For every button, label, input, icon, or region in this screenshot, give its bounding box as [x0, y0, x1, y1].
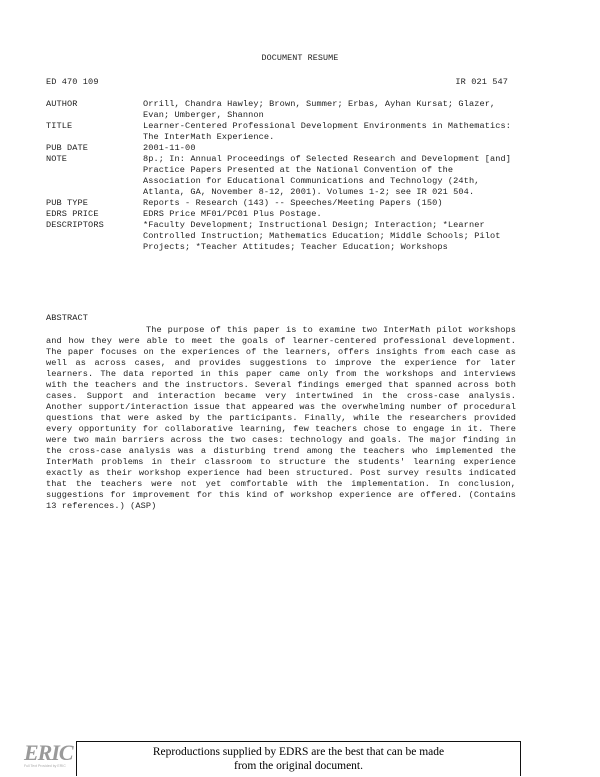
eric-logo-tagline: Full Text Provided by ERIC	[24, 764, 66, 768]
author-row	[46, 99, 516, 121]
field-label-note: NOTE	[46, 154, 68, 164]
field-label-title: TITLE	[46, 121, 73, 131]
field-label-edrs-price: EDRS PRICE	[46, 209, 99, 219]
document-title: DOCUMENT RESUME	[261, 53, 339, 63]
field-label-descriptors: DESCRIPTORS	[46, 220, 104, 230]
pub-type-row	[46, 198, 516, 209]
reproduction-line-2: from the original document.	[233, 760, 364, 772]
eric-logo-text: ERIC	[24, 740, 73, 765]
edrs-price-row	[46, 209, 516, 220]
note-row	[46, 154, 516, 198]
abstract-heading: ABSTRACT	[46, 313, 89, 323]
field-value-pub-date: 2001-11-00	[143, 143, 196, 153]
title-row	[46, 121, 516, 143]
field-label-author: AUTHOR	[46, 99, 78, 109]
field-value-edrs-price: EDRS Price MF01/PC01 Plus Postage.	[143, 209, 322, 219]
ed-number: ED 470 109	[46, 77, 99, 87]
field-value-pub-type: Reports - Research (143) -- Speeches/Meeting Papers (150)	[143, 198, 443, 208]
field-value-author: Orrill, Chandra Hawley; Brown, Summer; Erbas, Ayhan Kursat; Glazer, Evan; Umberger, Shannon	[143, 99, 501, 120]
pub-date-row	[46, 143, 516, 154]
ir-number: IR 021 547	[455, 77, 508, 87]
reproduction-notice	[76, 741, 521, 776]
field-value-descriptors: *Faculty Development; Instructional Design; Interaction; *Learner Controlled Instruction; Mathematics Education; Middle Schools; Pilot Projects; *Teacher Attitudes; Teacher Education; Workshops	[143, 220, 506, 252]
field-value-title: Learner-Centered Professional Development Environments in Mathematics: The InterMath Experience.	[143, 121, 517, 142]
descriptors-row	[46, 220, 516, 253]
eric-logo	[24, 742, 72, 772]
field-label-pub-date: PUB DATE	[46, 143, 89, 153]
metadata-fields	[46, 99, 516, 253]
field-value-note: 8p.; In: Annual Proceedings of Selected Research and Development [and] Practice Papers Presented at the National Convention of the Association for Educational Communications and Technology (24th, Atlanta, GA, November 8-12, 2001). Volumes 1-2; see IR 021 504.	[143, 154, 517, 197]
reproduction-line-1: Reproductions supplied by EDRS are the best that can be made	[152, 746, 445, 758]
field-label-pub-type: PUB TYPE	[46, 198, 89, 208]
abstract-text: The purpose of this paper is to examine two InterMath pilot workshops and how they were able to meet the goals of learner-centered professional development. The paper focuses on the experiences of the learners, offers insights from each case as well as across cases, and provides suggestions to improve the experience for later learners. The data reported in this paper came only from the workshops and interviews with the teachers and the instructors. Several findings emerged that spanned across both cases. Support and interaction became very intertwined in the cross-case analysis. Another support/interaction issue that appeared was the overwhelming number of procedural questions that were asked by the participants. Finally, while the researchers provided every opportunity for collaborative learning, few teachers chose to engage in it. There were two main barriers across the two cases: technology and goals. The major finding in the cross-case analysis was a disturbing trend among the teachers who implemented the InterMath problems in their classroom to structure the students' learning experience exactly as their workshop experience had been structured. Post survey results indicated that the teachers were not yet comfortable with the implementation. In conclusion, suggestions for improvement for this kind of workshop experience are offered. (Contains 13 references.) (ASP)	[46, 325, 516, 511]
